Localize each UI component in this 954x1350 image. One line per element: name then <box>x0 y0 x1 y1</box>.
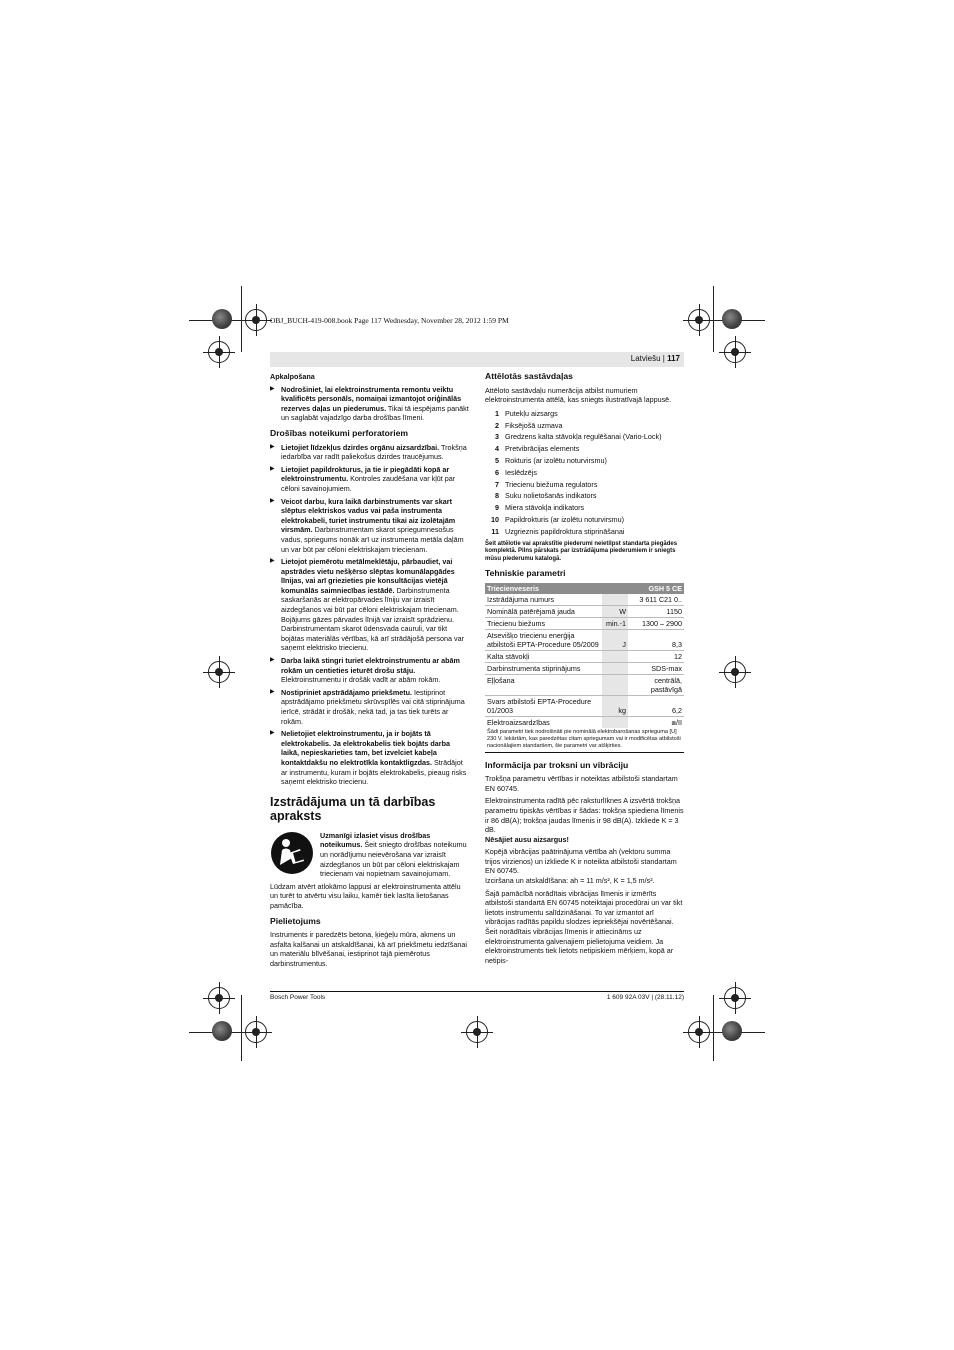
list-item: 8 Suku nolietošanās indikators <box>495 491 597 501</box>
registration-mark-icon <box>245 1021 267 1043</box>
header-text: Latviešu | 117 <box>630 354 680 363</box>
left-column <box>270 372 469 971</box>
section-title-attelotas: Attēlotās sastāvdaļas <box>485 371 573 381</box>
list-item: 10 Papildrokturis (ar izolētu noturvirsmu) <box>491 514 625 524</box>
footer-docnumber: 1 609 92A 03V | (28.11.12) <box>606 994 684 1001</box>
section-title-tech: Tehniskie parametri <box>485 568 566 579</box>
section-title-apraksts: Izstrādājuma un tā darbības apraksts <box>270 794 436 823</box>
bullet-item: ▶ Lietojiet papildrokturus, ja tie ir piegādāti kopā ar elektroinstrumentu. Kontroles zaudēšana var kļūt par cēloni savainojumiem. <box>270 465 469 494</box>
bullet-item: ▶ Lietojot piemērotu metālmeklētāju, pārbaudiet, vai apstrādes vietu nešķērso slēptas komunālapgādes līnijas, vai arī griezieties pie konsultācijas vietējā komunālās saimniecības iestādē. Darbinstrumenta saskaršanās ar elektropārvades līniju var izraisīt aizdegšanos vai būt par cēloni elektriskajam triecienam. Bojājums gāzes pārvades līnijā var izraisīt sprādzienu. Darbinstrumentam skarot ūdensvada cauruli, var tikt bojātas materiālās vērtības, kā arī strādājošā persona var saņemt elektrisko triecienu. <box>270 557 469 653</box>
table-row: Izstrādājuma numurs 3 611 C21 0.. <box>487 594 682 604</box>
read-manual-warning: Uzmanīgi izlasiet visus drošības noteikumus. Šeit sniegto drošības noteikumu un norādījumu neievērošana var izraisīt aizdegšanos un būt par cēloni elektriskajam triecienam vai nopietnam savainojumam. <box>270 831 469 879</box>
section-title-apkalposana: Apkalpošana <box>270 372 315 381</box>
components-note: Šeit attēlotie vai aprakstītie piederumi neietilpst standarta piegādes komplektā. Pilns pārskats par izstrādājuma piederumiem ir sniegts mūsu piederumu katalogā. <box>485 540 678 562</box>
table-row: Darbinstrumenta stiprinājums SDS-max <box>487 663 682 673</box>
registration-mark-icon <box>688 309 710 331</box>
bullet-item: ▶ Darba laikā stingri turiet elektroinstrumentu ar abām rokām un centieties ieturēt drošu stāju. Elektroinstrumentu ir drošāk vadīt ar abām rokām. <box>270 656 469 685</box>
bullet-item: ▶ Nelietojiet elektroinstrumentu, ja ir bojāts tā elektrokabelis. Ja elektrokabelis tiek bojāts darba laikā, nepieskarieties tam, bet izvelciet kabeļa kontaktdakšu no elektrotīkla kontaktligzdas. Strādājot ar instrumentu, kuram ir bojāts elektrokabelis, pieaug risks saņemt elektrisko triecienu. <box>270 729 469 787</box>
color-target-icon <box>722 309 742 329</box>
attelotas-intro: Attēloto sastāvdaļu numerācija atbilst numuriem elektroinstrumenta attēlā, kas sniegts ilustratīvajā lappusē. <box>485 385 672 405</box>
table-row: Svars atbilstoši EPTA-Procedure 01/2003 kg 6,2 <box>487 696 682 715</box>
section-title-drosibas: Drošības noteikumi perforatoriem <box>270 427 409 438</box>
header-language: Latviešu <box>630 354 661 363</box>
fold-out-text: Lūdzam atvērt atlokāmo lappusi ar elektroinstrumenta attēlu un turēt to atvērtu visu laiku, kamēr tiek lasīta lietošanas pamācība. <box>270 881 461 910</box>
table-row: Triecienu biežums min.-1 1300 – 2900 <box>487 618 682 628</box>
noise-paragraph: Šeit norādītais vibrācijas līmenis ir attiecināms uz elektroinstrumenta galvenajiem pielietojuma veidiem. Ja elektroinstruments tiek lietots netipiskiem mērķiem, kopā ar netipis- <box>485 927 674 965</box>
list-item: 7 Triecienu biežuma regulators <box>495 479 598 489</box>
page-header <box>270 352 684 367</box>
list-item: 2 Fiksējošā uzmava <box>495 420 563 430</box>
noise-paragraph: Trokšņa parametru vērtības ir noteiktas atbilstoši standartam EN 60745. <box>485 774 678 793</box>
components-list <box>485 408 684 538</box>
list-item: 4 Pretvibrācijas elements <box>495 444 580 454</box>
color-target-icon <box>722 1021 742 1041</box>
list-item: 9 Miera stāvokļa indikators <box>495 503 585 513</box>
print-info: OBJ_BUCH-419-008.book Page 117 Wednesday, November 28, 2012 1:59 PM <box>270 316 509 325</box>
table-row: Nominālā patērējamā jauda W 1150 <box>487 606 682 616</box>
tech-specs-table <box>485 583 684 753</box>
noise-paragraph: Šajā pamācībā norādītais vibrācijas līmenis ir izmērīts atbilstoši standartā EN 60745 noteiktajai procedūrai un var tikt lietots instrumentu salīdzināšanai. To var izmantot arī vibrācijas radītās papildu slodzes iepriekšējai novērtēšanai. <box>485 888 683 927</box>
noise-paragraph: Kopējā vibrācijas paātrinājuma vērtība ah (vektoru summa trijos virzienos) un izkliede K ir noteikta atbilstoši standartam EN 60745. <box>485 847 677 876</box>
right-column <box>485 372 684 965</box>
list-item: 3 Gredzens kalta stāvokļa regulēšanai (Vario-Lock) <box>495 432 662 442</box>
bullet-item: ▶ Lietojiet līdzekļus dzirdes orgānu aizsardzībai. Trokšņa iedarbība var radīt paliekošus dzirdes traucējumus. <box>270 443 469 462</box>
noise-paragraph: Izciršana un atskaldīšana: ah = 11 m/s², K = 1,5 m/s². <box>485 876 655 886</box>
footer-brand: Bosch Power Tools <box>270 994 326 1001</box>
section-title-noise: Informācija par troksni un vibrāciju <box>485 759 629 770</box>
table-row: Kalta stāvokļi 12 <box>487 651 682 661</box>
table-footnote: Šādi parametri tiek nodrošināti pie nominālā elektrobarošanas sprieguma [U] 230 V. Iekārtām, kas paredzētas citam spriegumam vai ir modificētas atbilstoši nacionālajiem standartiem, šie parametri var atšķirties. <box>485 728 684 752</box>
table-header: Triecienveseris GSH 5 CE <box>487 583 682 593</box>
list-item: 11 Uzgrieznis papildroktura stiprināšanai <box>491 526 625 536</box>
bullet-item: ▶ Nostipriniet apstrādājamo priekšmetu. Iestiprinot apstrādājamo priekšmetu skrūvspīlēs vai citā stiprinājuma ierīcē, strādāt ir drošāk, nekā tad, ja tas tiek turēts ar rokām. <box>270 688 469 726</box>
noise-warning: Nēsājiet ausu aizsargus! <box>485 834 569 844</box>
registration-mark-icon <box>724 987 746 1009</box>
registration-mark-icon <box>688 1021 710 1043</box>
color-target-icon <box>212 309 232 329</box>
bullet-item: ▶ Nodrošiniet, lai elektroinstrumenta remontu veiktu kvalificēts personāls, nomaiņai izmantojot oriģinālās rezerves daļas un piederumus. Tikai tā iespējams panākt un saglabāt vajadzīgo darba drošības līmeni. <box>270 385 469 423</box>
list-item: 1 Putekļu aizsargs <box>495 408 558 418</box>
read-manual-icon <box>270 831 314 875</box>
registration-mark-icon <box>208 987 230 1009</box>
color-target-icon <box>212 1021 232 1041</box>
table-row: Eļļošana centrālā, pastāvīgā <box>487 675 682 694</box>
pielietojums-text: Instruments ir paredzēts betona, ķieģeļu mūra, akmens un asfalta kalšanai un atskaldīšanai, kā arī priekšmetu iedzīšanai un materiālu blīvēšanai, iestiprinot tajā piemērotus darbinstrumentus. <box>270 930 467 968</box>
registration-mark-icon <box>466 1021 488 1043</box>
registration-mark-icon <box>245 309 267 331</box>
table-row: Elektroaizsardzības ⧈/II <box>487 717 682 727</box>
section-title-pielietojums: Pielietojums <box>270 915 321 926</box>
registration-mark-icon <box>724 341 746 363</box>
registration-mark-icon <box>208 341 230 363</box>
footer-rule <box>270 991 684 992</box>
bullet-item: ▶ Veicot darbu, kura laikā darbinstruments var skart slēptus elektriskos vadus vai paša instrumenta elektrokabeli, turiet instrumentu tikai aiz izolētajām virsmām. Darbinstrumentam skarot spriegumnesošus vadus, spriegums nonāk arī uz instrumenta metāla daļām un var būt par cēloni elektriskajam triecienam. <box>270 497 469 555</box>
list-item: 6 Ieslēdzējs <box>495 467 537 477</box>
list-item: 5 Rokturis (ar izolētu noturvirsmu) <box>495 455 607 465</box>
page-number: 117 <box>667 354 680 363</box>
registration-mark-icon <box>724 661 746 683</box>
noise-paragraph: Elektroinstrumenta radītā pēc raksturlīknes A izsvērtā trokšņa parametru tipiskās vērtības ir šādas: trokšņa spiediena līmenis ir 86 dB(A); trokšņa jaudas līmenis ir 98 dB(A). Izkliede K = 3 dB. <box>485 796 684 835</box>
table-row: Atsevišķo triecienu enerģija atbilstoši EPTA-Procedure 05/2009 J 8,3 <box>487 630 682 649</box>
registration-mark-icon <box>208 661 230 683</box>
